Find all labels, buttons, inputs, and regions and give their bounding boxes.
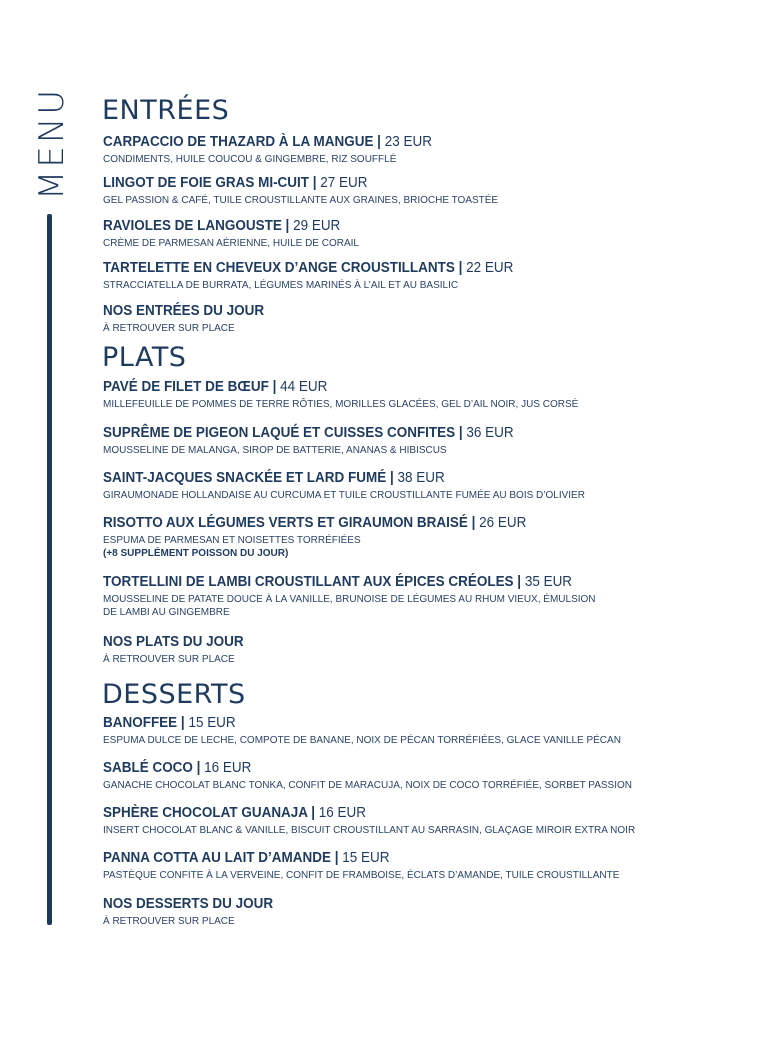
item-description: À RETROUVER SUR PLACE: [103, 654, 235, 665]
menu-item: [103, 759, 743, 792]
menu-item: [103, 174, 743, 207]
item-description: CRÈME DE PARMESAN AÉRIENNE, HUILE DE CORAIL: [103, 238, 359, 249]
item-supplement-note: (+8 SUPPLÉMENT POISSON DU JOUR): [103, 548, 289, 559]
menu-item: [103, 217, 743, 250]
item-description: MILLEFEUILLE DE POMMES DE TERRE RÔTIES, MORILLES GLACÉES, GEL D’AIL NOIR, JUS CORSÉ: [103, 399, 579, 410]
menu-vertical-title: [30, 86, 72, 202]
item-name: PAVÉ DE FILET DE BŒUF |: [103, 379, 277, 395]
item-price: 29 EUR: [293, 218, 341, 234]
item-description-continued: DE LAMBI AU GINGEMBRE: [103, 607, 230, 618]
item-name: TORTELLINI DE LAMBI CROUSTILLANT AUX ÉPICES CRÉOLES |: [103, 574, 522, 590]
item-name: RISOTTO AUX LÉGUMES VERTS ET GIRAUMON BRAISÉ |: [103, 515, 476, 531]
item-name: NOS ENTRÉES DU JOUR: [103, 303, 265, 319]
item-description: CONDIMENTS, HUILE COUCOU & GINGEMBRE, RIZ SOUFFLÉ: [103, 154, 397, 165]
item-name: LINGOT DE FOIE GRAS MI-CUIT |: [103, 175, 317, 191]
item-description: STRACCIATELLA DE BURRATA, LÉGUMES MARINÉS À L’AIL ET AU BASILIC: [103, 280, 459, 291]
item-description: GIRAUMONADE HOLLANDAISE AU CURCUMA ET TUILE CROUSTILLANTE FUMÉE AU BOIS D’OLIVIER: [103, 490, 585, 501]
menu-item: [103, 424, 743, 457]
item-price: 15 EUR: [188, 715, 236, 731]
menu-item: [103, 302, 743, 335]
section-title-plats: PLATS: [102, 342, 187, 373]
section-title-desserts: DESSERTS: [102, 679, 246, 710]
menu-item: [103, 259, 743, 292]
menu-item: [103, 378, 743, 411]
item-name: SUPRÊME DE PIGEON LAQUÉ ET CUISSES CONFITES |: [103, 425, 463, 441]
item-name: PANNA COTTA AU LAIT D’AMANDE |: [103, 850, 339, 866]
item-description: GEL PASSION & CAFÉ, TUILE CROUSTILLANTE AUX GRAINES, BRIOCHE TOASTÉE: [103, 195, 499, 206]
item-name: BANOFFEE |: [103, 715, 185, 731]
menu-item: [103, 804, 743, 837]
item-name: CARPACCIO DE THAZARD À LA MANGUE |: [103, 134, 381, 150]
item-price: 15 EUR: [342, 850, 390, 866]
item-name: NOS PLATS DU JOUR: [103, 634, 244, 650]
menu-item: [103, 514, 743, 560]
item-description: INSERT CHOCOLAT BLANC & VANILLE, BISCUIT CROUSTILLANT AU SARRASIN, GLAÇAGE MIROIR EXTRA NOIR: [103, 825, 636, 836]
menu-item: [103, 573, 743, 619]
item-price: 27 EUR: [320, 175, 368, 191]
item-description: À RETROUVER SUR PLACE: [103, 323, 235, 334]
item-name: TARTELETTE EN CHEVEUX D’ANGE CROUSTILLANTS |: [103, 260, 463, 276]
item-price: 44 EUR: [280, 379, 328, 395]
item-description: ESPUMA DE PARMESAN ET NOISETTES TORRÉFIÉES: [103, 535, 361, 546]
item-description: MOUSSELINE DE MALANGA, SIROP DE BATTERIE, ANANAS & HIBISCUS: [103, 445, 447, 456]
item-name: SPHÈRE CHOCOLAT GUANAJA |: [103, 805, 316, 821]
menu-item: [103, 714, 743, 747]
item-price: 38 EUR: [397, 470, 445, 486]
item-price: 23 EUR: [384, 134, 432, 150]
menu-item: [103, 469, 743, 502]
menu-item: [103, 133, 743, 166]
item-price: 36 EUR: [466, 425, 514, 441]
item-name: SAINT-JACQUES SNACKÉE ET LARD FUMÉ |: [103, 470, 394, 486]
item-name: RAVIOLES DE LANGOUSTE |: [103, 218, 290, 234]
menu-item: [103, 633, 743, 666]
item-description: À RETROUVER SUR PLACE: [103, 916, 235, 927]
item-price: 16 EUR: [204, 760, 252, 776]
item-description: ESPUMA DULCE DE LECHE, COMPOTE DE BANANE, NOIX DE PÉCAN TORRÉFIÉES, GLACE VANILLE PÉCAN: [103, 735, 621, 746]
item-price: 22 EUR: [466, 260, 514, 276]
item-description: MOUSSELINE DE PATATE DOUCE À LA VANILLE, BRUNOISE DE LÉGUMES AU RHUM VIEUX, ÉMULSION: [103, 594, 596, 605]
menu-item: [103, 849, 743, 882]
item-price: 35 EUR: [524, 574, 573, 590]
item-price: 26 EUR: [479, 515, 527, 531]
menu-title-text: MENU: [32, 86, 72, 200]
item-description: GANACHE CHOCOLAT BLANC TONKA, CONFIT DE MARACUJA, NOIX DE COCO TORRÉFIÉE, SORBET PASSION: [103, 780, 632, 791]
item-price: 16 EUR: [318, 805, 367, 821]
item-name: NOS DESSERTS DU JOUR: [103, 896, 274, 912]
menu-item: [103, 895, 743, 928]
section-title-entrees: ENTRÉES: [102, 95, 230, 126]
item-name: SABLÉ COCO |: [103, 760, 201, 776]
item-description: PASTÈQUE CONFITE À LA VERVEINE, CONFIT DE FRAMBOISE, ÉCLATS D’AMANDE, TUILE CROUSTILLANTE: [103, 870, 620, 881]
menu-vertical-divider: [47, 214, 52, 925]
